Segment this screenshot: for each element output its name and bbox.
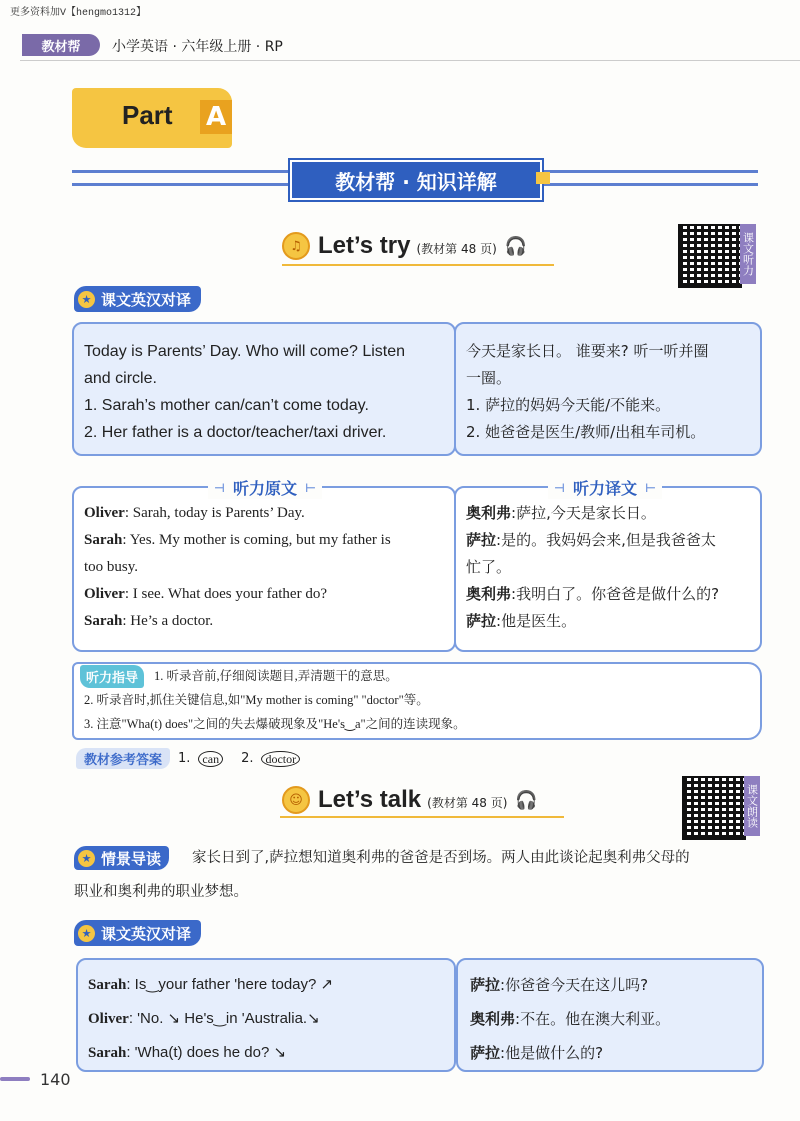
footer-bar	[0, 1077, 30, 1081]
listening-en-heading-text: 听力原文	[232, 479, 297, 498]
part-letter: A	[200, 100, 232, 134]
qr-code-icon[interactable]	[678, 224, 742, 288]
tip-text: 2. 听录音时,抓住关键信息,如"My mother is coming" "doctor"等。	[84, 693, 429, 707]
dialog-text: : Yes. My mother is coming, but my father is	[122, 532, 391, 548]
section-banner: 教材帮 · 知识详解	[290, 160, 542, 200]
answers-label: 教材参考答案	[76, 748, 170, 769]
dialog-text: :不在。他在澳大利亚。	[515, 1010, 671, 1028]
lets-try-ref: (教材第 48 页)	[416, 242, 497, 256]
header-title: 小学英语 · 六年级上册 · RP	[112, 39, 283, 55]
answer-1-number: 1.	[178, 751, 191, 766]
speaker: Oliver	[88, 1011, 129, 1027]
part-word: Part	[122, 100, 173, 130]
dialog-line	[466, 554, 754, 581]
speaker: 萨拉	[470, 1044, 501, 1062]
headphone-ornament-icon: ♫	[282, 232, 310, 260]
dialog-text: :萨拉,今天是家长日。	[511, 504, 656, 522]
dialog-text: :我明白了。你爸爸是做什么的?	[511, 585, 720, 603]
speaker: Sarah	[84, 532, 123, 548]
dialog-line	[88, 968, 333, 1002]
banner-tab-decoration	[536, 172, 550, 184]
dialog-line	[466, 608, 754, 635]
dialog-text: :是的。我妈妈会来,但是我爸爸太	[496, 531, 716, 549]
scene-label	[74, 846, 169, 870]
listening-zh-lines	[466, 500, 754, 635]
speaker: 萨拉	[470, 976, 501, 994]
audio-icon[interactable]: 🎧	[515, 789, 538, 811]
dialog-line	[470, 1036, 670, 1070]
header-badge: 教材帮	[22, 34, 100, 56]
zh-line: 1. 萨拉的妈妈今天能/不能来。	[466, 396, 671, 414]
dialog-text: :你爸爸今天在这儿吗?	[500, 976, 649, 994]
page-number: 140	[40, 1070, 71, 1089]
top-watermark-text: 更多资料加V【hengmo1312】	[10, 8, 147, 19]
dialog-line	[470, 968, 670, 1002]
translation-label	[74, 920, 201, 946]
en-line: 2. Her father is a doctor/teacher/taxi driver.	[84, 424, 387, 441]
lets-talk-title: Let’s talk	[318, 786, 422, 813]
en-line: and circle.	[84, 370, 157, 387]
lets-try-heading	[282, 232, 527, 260]
header-divider	[20, 60, 800, 61]
qr-tag-listening: 课文听力	[740, 224, 756, 284]
listening-en-heading: ⊣ 听力原文 ⊢	[208, 476, 322, 499]
answers-row	[76, 748, 300, 769]
scene-label-text: 情景导读	[101, 849, 162, 868]
qr-code-icon[interactable]	[682, 776, 746, 840]
lets-talk-underline	[280, 816, 564, 818]
dialog-line	[84, 554, 448, 581]
tip-text: 1. 听录音前,仔细阅读题目,弄清题干的意思。	[154, 669, 398, 683]
qr-tag-reading: 课文朗读	[744, 776, 760, 836]
dialog-text: :他是做什么的?	[500, 1044, 604, 1062]
speaker: 萨拉	[466, 612, 497, 630]
en-line: 1. Sarah’s mother can/can’t come today.	[84, 397, 369, 414]
lets-try-underline	[282, 264, 554, 266]
translation-label	[74, 286, 201, 312]
dialog-line	[466, 581, 754, 608]
speaker: 萨拉	[466, 531, 497, 549]
dialog-text: : I see. What does your father do?	[124, 586, 327, 602]
speaker: Oliver	[84, 586, 125, 602]
speaker: Oliver	[84, 505, 125, 521]
dialog-text: :他是医生。	[496, 612, 577, 630]
star-icon: ★	[78, 925, 95, 942]
speaker: Sarah	[88, 977, 127, 993]
dialog-line	[84, 608, 448, 635]
answer-2-number: 2.	[241, 751, 254, 766]
dialog-line	[88, 1002, 333, 1036]
dialog-line	[88, 1036, 333, 1070]
listening-zh-heading-text: 听力译文	[572, 479, 637, 498]
speaker: 奥利弗	[466, 585, 512, 603]
dialog-line	[84, 500, 448, 527]
dialog-line	[466, 527, 754, 554]
star-icon: ★	[78, 291, 95, 308]
answer-1: can	[198, 751, 223, 767]
talk-en-lines	[88, 968, 333, 1070]
lets-try-en-box	[72, 322, 456, 456]
speaker: Sarah	[84, 613, 123, 629]
listening-en-lines	[84, 500, 448, 635]
dialog-line	[470, 1002, 670, 1036]
zh-line: 一圈。	[466, 369, 512, 387]
tips-line-1	[80, 664, 398, 689]
dialog-text: 忙了。	[466, 558, 512, 576]
zh-line: 今天是家长日。 谁要来? 听一听并圈	[466, 342, 709, 360]
dialog-text: : 'No. ↘ He's‿in 'Australia.↘	[128, 1010, 320, 1027]
tip-text: 3. 注意"Wha(t) does"之间的失去爆破现象及"He's‿a"之间的连读现象。	[84, 717, 466, 731]
dialog-text: : Is‿your father 'here today? ↗	[126, 976, 334, 993]
answer-2: doctor	[261, 751, 300, 767]
scene-line-2: 职业和奥利弗的职业梦想。	[74, 884, 248, 900]
dialog-line	[84, 527, 448, 554]
translation-label-text: 课文英汉对译	[101, 290, 192, 309]
tips-label: 听力指导	[80, 665, 144, 688]
speaker: Sarah	[88, 1045, 127, 1061]
talk-zh-lines	[470, 968, 670, 1070]
dialog-text: : 'Wha(t) does he do? ↘	[126, 1044, 287, 1061]
en-line: Today is Parents’ Day. Who will come? Listen	[84, 343, 406, 360]
lets-try-zh-box	[454, 322, 762, 456]
talk-ornament-icon: ☺	[282, 786, 310, 814]
dialog-line	[466, 500, 754, 527]
speaker: 奥利弗	[470, 1010, 516, 1028]
scene-line-1: 家长日到了,萨拉想知道奥利弗的爸爸是否到场。两人由此谈论起奥利弗父母的	[192, 850, 690, 866]
dialog-text: too busy.	[84, 559, 139, 575]
lets-talk-heading	[282, 786, 538, 814]
star-icon: ★	[78, 850, 95, 867]
lets-try-title: Let’s try	[318, 232, 411, 259]
translation-label-text: 课文英汉对译	[101, 924, 192, 943]
listening-zh-heading: ⊣ 听力译文 ⊢	[548, 476, 662, 499]
lets-talk-ref: (教材第 48 页)	[427, 796, 508, 810]
dialog-text: : Sarah, today is Parents’ Day.	[124, 505, 305, 521]
audio-icon[interactable]: 🎧	[504, 235, 528, 257]
zh-line: 2. 她爸爸是医生/教师/出租车司机。	[466, 423, 706, 441]
speaker: 奥利弗	[466, 504, 512, 522]
dialog-text: : He’s a doctor.	[122, 613, 214, 629]
dialog-line	[84, 581, 448, 608]
